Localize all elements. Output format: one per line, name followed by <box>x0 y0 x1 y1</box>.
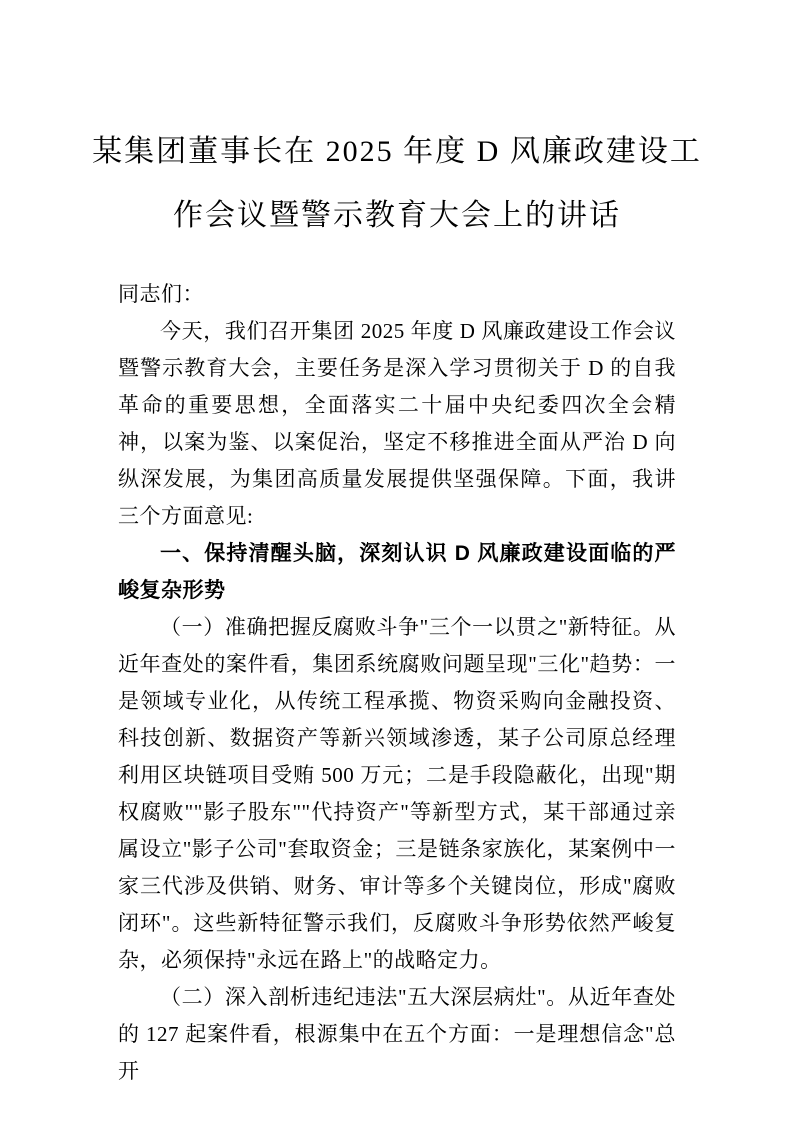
document-body <box>118 276 676 1090</box>
paragraph-section1-item1: （一）准确把握反腐败斗争"三个一以贯之"新特征。从近年查处的案件看，集团系统腐败问题呈现"三化"趋势：一是领域专业化，从传统工程承揽、物资采购向金融投资、科技创新、数据资产等新兴领域渗透，某子公司原总经理利用区块链项目受贿 500 万元；二是手段隐蔽化，出现"期权腐败""影子股东""代持资产"等新型方式，某干部通过亲属设立"影子公司"套取资金；三是链条家族化，某案例中一家三代涉及供销、财务、审计等多个关键岗位，形成"腐败闭环"。这些新特征警示我们，反腐败斗争形势依然严峻复杂，必须保持"永远在路上"的战略定力。 <box>118 615 676 972</box>
salutation: 同志们： <box>118 282 204 306</box>
section-heading-1: 一、保持清醒头脑，深刻认识 D 风廉政建设面临的严峻复杂形势 <box>118 542 676 602</box>
paragraph-intro: 今天，我们召开集团 2025 年度 D 风廉政建设工作会议暨警示教育大会，主要任务是深入学习贯彻关于 D 的自我革命的重要思想，全面落实二十届中央纪委四次全会精神，以案为鉴、以案促治，坚定不移推进全面从严治 D 向纵深发展，为集团高质量发展提供坚强保障。下面，我讲三个方面意见: <box>118 319 676 528</box>
document-title-line-1: 某集团董事长在 2025 年度 D 风廉政建设工 <box>92 135 702 168</box>
document-title <box>0 0 794 248</box>
paragraph-section1-item2: （二）深入剖析违纪违法"五大深层病灶"。从近年查处的 127 起案件看，根源集中在五个方面：一是理想信念"总开 <box>118 985 676 1083</box>
document-title-line-2: 作会议暨警示教育大会上的讲话 <box>173 199 621 232</box>
